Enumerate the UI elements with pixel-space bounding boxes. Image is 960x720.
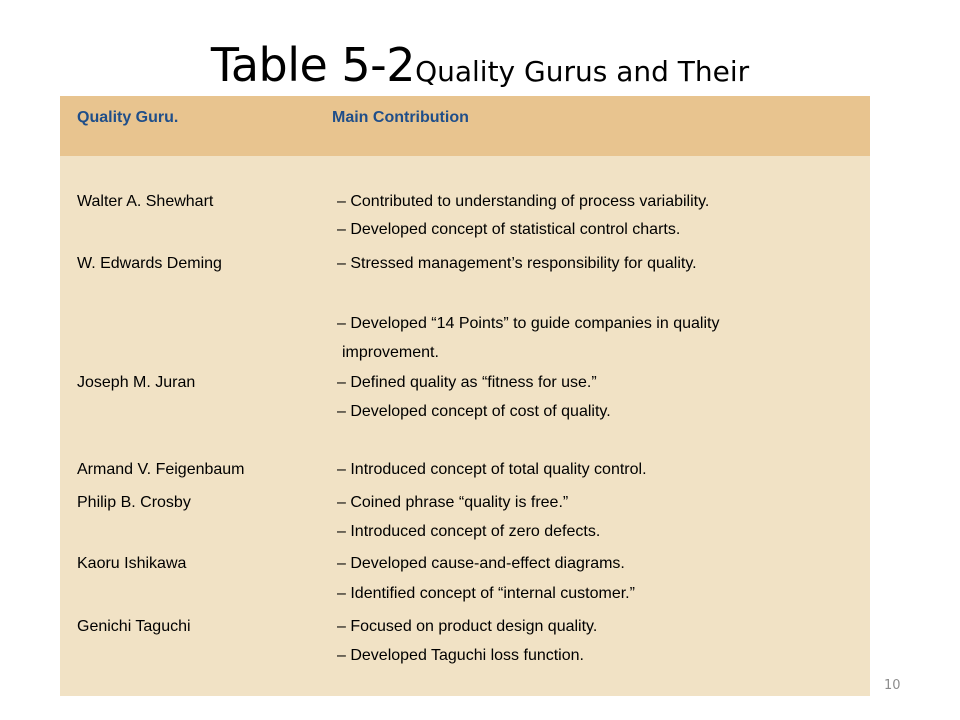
table-header — [60, 96, 870, 156]
guru-name: Philip B. Crosby — [77, 494, 191, 511]
guru-name: W. Edwards Deming — [77, 255, 222, 272]
contribution-line: – Introduced concept of zero defects. — [337, 523, 601, 540]
contribution-line-continued: improvement. — [342, 344, 439, 361]
guru-name: Kaoru Ishikawa — [77, 555, 187, 572]
contribution-line: – Contributed to understanding of process variability. — [337, 193, 710, 210]
gurus-table — [60, 96, 870, 696]
contribution-line: – Developed cause-and-effect diagrams. — [337, 555, 625, 572]
contribution-line: – Developed concept of statistical control charts. — [337, 221, 681, 238]
title-main: Table 5-2 — [210, 38, 416, 92]
contribution-line: – Defined quality as “fitness for use.” — [337, 374, 597, 391]
contribution-line: – Developed concept of cost of quality. — [337, 403, 611, 420]
contribution-line: – Identified concept of “internal customer.” — [337, 585, 635, 602]
contribution-line: – Focused on product design quality. — [337, 618, 598, 635]
guru-name: Genichi Taguchi — [77, 618, 191, 635]
contribution-line: – Developed “14 Points” to guide companies in quality — [337, 315, 720, 332]
header-main-contribution: Main Contribution — [332, 109, 469, 126]
contribution-line: – Coined phrase “quality is free.” — [337, 494, 569, 511]
contribution-line: – Developed Taguchi loss function. — [337, 647, 584, 664]
contribution-line: – Stressed management’s responsibility for quality. — [337, 255, 697, 272]
contribution-line: – Introduced concept of total quality control. — [337, 461, 647, 478]
header-quality-guru: Quality Guru. — [77, 109, 179, 126]
guru-name: Armand V. Feigenbaum — [77, 461, 245, 478]
guru-name: Joseph M. Juran — [77, 374, 196, 391]
page-title — [0, 38, 960, 92]
guru-name: Walter A. Shewhart — [77, 193, 214, 210]
page-number: 10 — [884, 678, 901, 693]
title-sub: Quality Gurus and Their — [415, 55, 750, 88]
